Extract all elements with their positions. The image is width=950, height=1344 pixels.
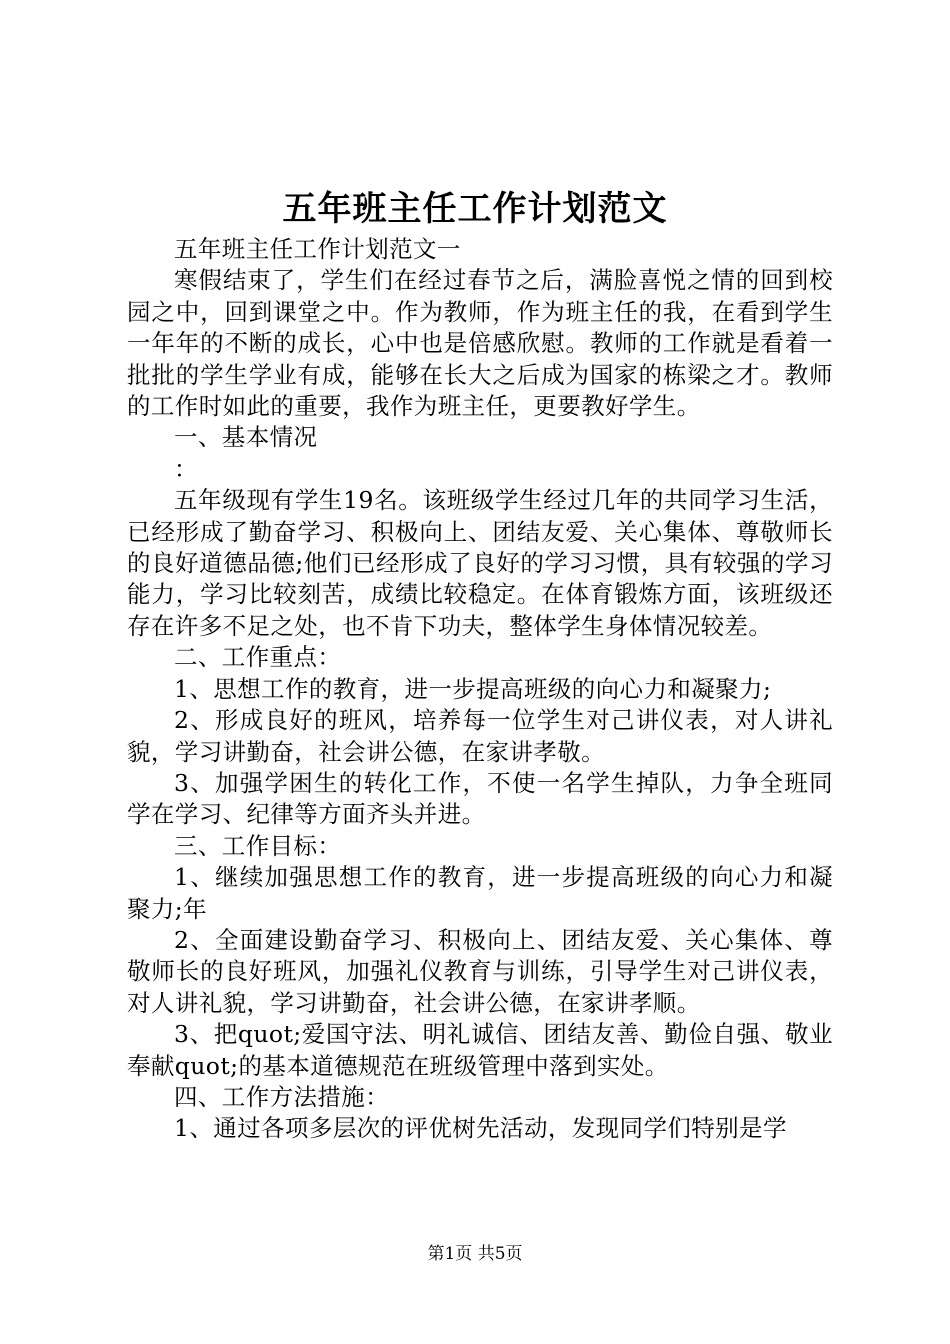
list-item-focus-3: 3、加强学困生的转化工作，不使一名学生掉队，力争全班同学在学习、纪律等方面齐头并进。 bbox=[127, 768, 833, 829]
list-item-goal-1: 1、继续加强思想工作的教育，进一步提高班级的向心力和凝聚力;年 bbox=[127, 863, 833, 923]
list-item-focus-1: 1、思想工作的教育，进一步提高班级的向心力和凝聚力; bbox=[174, 674, 772, 703]
paragraph-colon: ： bbox=[174, 454, 198, 483]
list-item-goal-2: 2、全面建设勤奋学习、积极向上、团结友爱、关心集体、尊敬师长的良好班风，加强礼仪教育与训练，引导学生对己讲仪表，对人讲礼貌，学习讲勤奋，社会讲公德，在家讲孝顺。 bbox=[127, 925, 833, 1017]
document-body bbox=[127, 234, 833, 1145]
paragraph-intro: 寒假结束了，学生们在经过春节之后，满脸喜悦之情的回到校园之中，回到课堂之中。作为教师，作为班主任的我，在看到学生一年年的不断的成长，心中也是倍感欣慰。教师的工作就是看着一批批的学生学业有成，能够在长大之后成为国家的栋梁之才。教师的工作时如此的重要，我作为班主任，更要教好学生。 bbox=[127, 266, 833, 421]
list-item-focus-2: 2、形成良好的班风，培养每一位学生对己讲仪表，对人讲礼貌，学习讲勤奋，社会讲公德，在家讲孝敬。 bbox=[127, 706, 833, 766]
section-heading-basic: 一、基本情况 bbox=[174, 423, 318, 452]
list-item-goal-3: 3、把quot;爱国守法、明礼诚信、团结友善、勤俭自强、敬业奉献quot;的基本道德规范在班级管理中落到实处。 bbox=[127, 1020, 833, 1080]
paragraph-basic-situation: 五年级现有学生19名。该班级学生经过几年的共同学习生活，已经形成了勤奋学习、积极向上、团结友爱、关心集体、尊敬师长的良好道德品德;他们已经形成了良好的学习习惯，具有较强的学习能力，学习比较刻苦，成绩比较稳定。在体育锻炼方面，该班级还存在许多不足之处，也不肯下功夫，整体学生身体情况较差。 bbox=[127, 486, 833, 640]
section-heading-goals: 三、工作目标： bbox=[174, 831, 342, 860]
section-heading-methods: 四、工作方法措施： bbox=[174, 1082, 390, 1111]
list-item-method-1: 1、通过各项多层次的评优树先活动，发现同学们特别是学 bbox=[174, 1114, 787, 1143]
document-title: 五年班主任工作计划范文 bbox=[282, 189, 668, 229]
page-footer: 第1页 共5页 bbox=[427, 1244, 523, 1264]
section-heading-focus: 二、工作重点： bbox=[174, 643, 342, 672]
paragraph-subtitle: 五年班主任工作计划范文一 bbox=[174, 235, 461, 263]
